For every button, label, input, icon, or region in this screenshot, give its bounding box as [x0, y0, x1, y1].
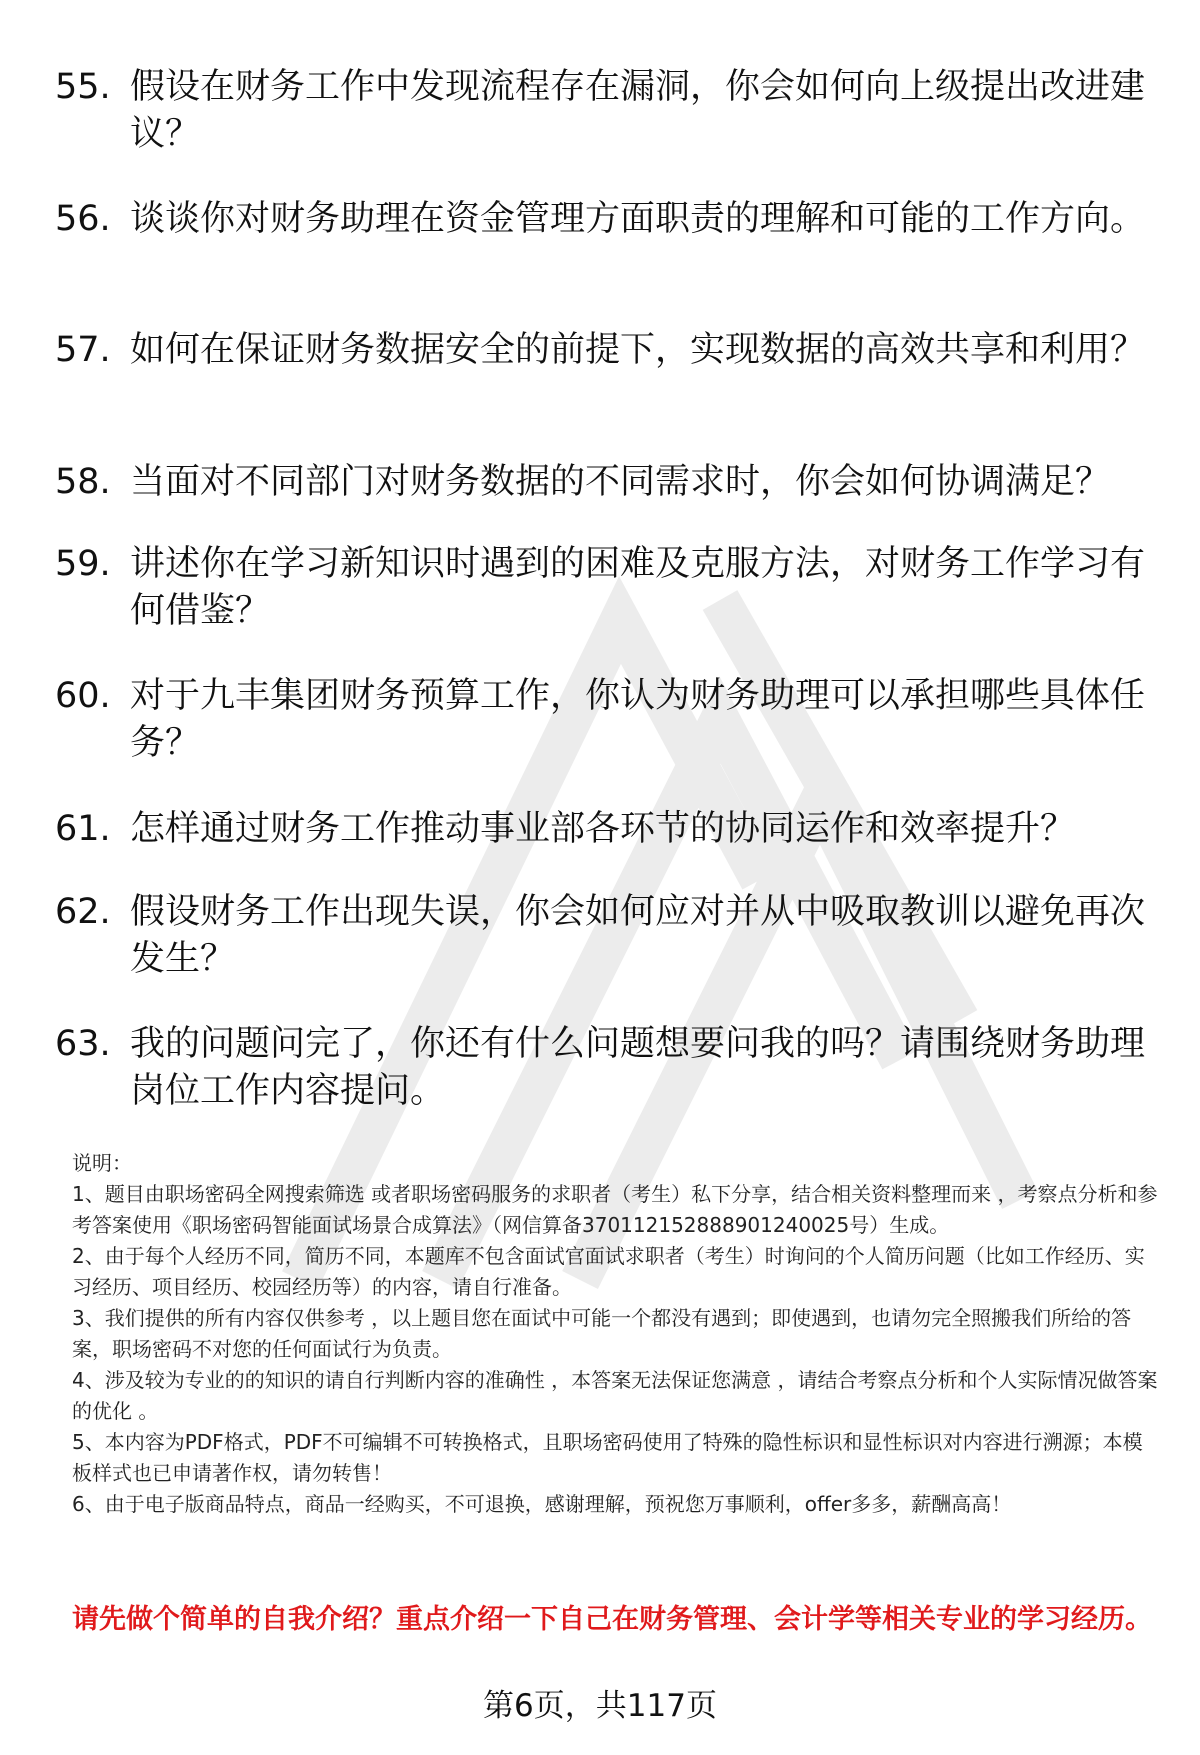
note-item: 2、由于每个人经历不同，简历不同，本题库不包含面试官面试求职者（考生）时询问的个人简历问题（比如工作经历、实习经历、项目经历、校园经历等）的内容，请自行准备。	[72, 1244, 1145, 1299]
question-text: 当面对不同部门对财务数据的不同需求时，你会如何协调满足？	[130, 462, 1111, 502]
question-number: 62.	[55, 892, 111, 932]
question-text: 谈谈你对财务助理在资金管理方面职责的理解和可能的工作方向。	[130, 199, 1146, 239]
question-number: 58.	[55, 462, 111, 502]
question-61	[55, 806, 1145, 853]
question-number: 61.	[55, 809, 111, 849]
question-63	[55, 1021, 1145, 1115]
question-text: 假设财务工作出现失误，你会如何应对并从中吸取教训以避免再次发生？	[130, 892, 1146, 979]
question-text: 如何在保证财务数据安全的前提下，实现数据的高效共享和利用？	[130, 330, 1146, 370]
question-59	[55, 541, 1145, 635]
question-62	[55, 889, 1145, 983]
note-item: 4、涉及较为专业的的知识的请自行判断内容的准确性 ，本答案无法保证您满意 ，请结合考察点分析和个人实际情况做答案的优化 。	[72, 1368, 1158, 1423]
notes-title: 说明：	[72, 1151, 132, 1175]
highlight-question: 请先做个简单的自我介绍？重点介绍一下自己在财务管理、会计学等相关专业的学习经历。	[72, 1604, 1152, 1635]
note-item: 6、由于电子版商品特点，商品一经购买，不可退换，感谢理解，预祝您万事顺利，offer多多，薪酬高高！	[72, 1492, 1012, 1516]
question-58	[55, 459, 1145, 506]
question-text: 讲述你在学习新知识时遇到的困难及克服方法，对财务工作学习有何借鉴？	[130, 544, 1146, 631]
question-56	[55, 196, 1145, 243]
question-text: 怎样通过财务工作推动事业部各环节的协同运作和效率提升？	[130, 809, 1076, 849]
note-item: 1、题目由职场密码全网搜索筛选 或者职场密码服务的求职者（考生）私下分享，结合相关资料整理而来 ，考察点分析和参考答案使用《职场密码智能面试场景合成算法》（网信算备370112152888901240025号）生成。	[72, 1182, 1158, 1237]
question-57	[55, 327, 1145, 374]
question-number: 57.	[55, 330, 111, 370]
page-footer: 第6页，共117页	[483, 1688, 717, 1724]
question-60	[55, 673, 1145, 767]
question-text: 我的问题问完了，你还有什么问题想要问我的吗？请围绕财务助理岗位工作内容提问。	[130, 1024, 1146, 1111]
note-item: 3、我们提供的所有内容仅供参考 ，以上题目您在面试中可能一个都没有遇到；即使遇到，也请勿完全照搬我们所给的答案，职场密码不对您的任何面试行为负责。	[72, 1306, 1132, 1361]
question-text: 对于九丰集团财务预算工作，你认为财务助理可以承担哪些具体任务？	[130, 676, 1146, 763]
question-number: 55.	[55, 67, 111, 107]
note-item: 5、本内容为PDF格式，PDF不可编辑不可转换格式，且职场密码使用了特殊的隐性标识和显性标识对内容进行溯源；本模板样式也已申请著作权，请勿转售！	[72, 1430, 1143, 1485]
question-number: 59.	[55, 544, 111, 584]
question-number: 60.	[55, 676, 111, 716]
question-55	[55, 64, 1145, 158]
question-number: 56.	[55, 199, 111, 239]
question-number: 63.	[55, 1024, 111, 1064]
notes-section	[72, 1148, 1162, 1520]
question-text: 假设在财务工作中发现流程存在漏洞，你会如何向上级提出改进建议？	[130, 67, 1146, 154]
